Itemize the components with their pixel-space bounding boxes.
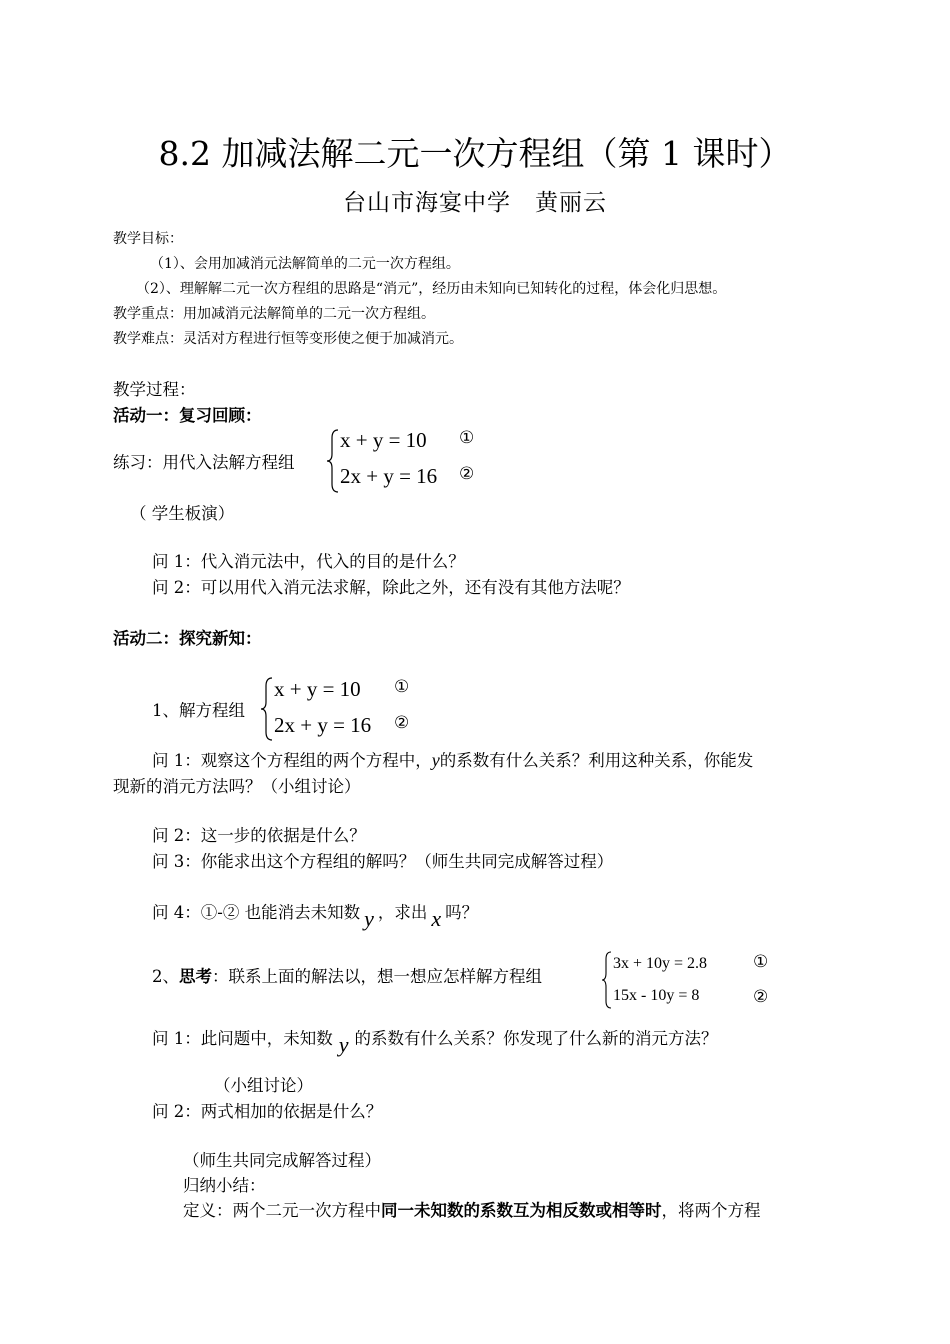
activity2-heading: 活动二：探究新知： — [113, 629, 262, 648]
system1-eq1: x + y = 10 — [340, 428, 427, 452]
system2-eq2: 2x + y = 16 — [274, 713, 372, 737]
objective-item-1: （1）、会用加减消元法解简单的二元一次方程组。 — [150, 256, 460, 272]
var-x: x — [431, 906, 442, 931]
system3-eq1: 3x + 10y = 2.8 — [613, 955, 708, 972]
left-brace — [326, 428, 340, 494]
activity2-question-3: 问 3：你能求出这个方程组的解吗？（师生共同完成解答过程） — [152, 852, 614, 871]
var-y: y — [338, 1032, 349, 1057]
problem2-line: 2、思考：联系上面的解法以，想一想应怎样解方程组 — [152, 967, 542, 986]
system1-eq2: 2x + y = 16 — [340, 464, 438, 488]
activity2-question-1: 问 1：观察这个方程组的两个方程中，y的系数有什么关系？利用这种关系，你能发 — [152, 750, 754, 770]
activity2-question-2: 问 2：这一步的依据是什么？ — [152, 826, 366, 845]
process-heading: 教学过程： — [113, 380, 196, 399]
together-note: （师生共同完成解答过程） — [183, 1151, 381, 1170]
mark-circle-2: ② — [753, 987, 769, 1007]
mark-circle-1: ① — [753, 952, 769, 972]
summary-heading: 归纳小结： — [183, 1176, 266, 1195]
key-point: 教学重点：用加减消元法解简单的二元一次方程组。 — [113, 306, 435, 322]
objective-item-2: （2）、理解解二元一次方程组的思路是“消元”，经历由未知向已知转化的过程，体会化归思想。 — [136, 281, 727, 297]
board-note: （ 学生板演） — [130, 504, 235, 523]
definition-line: 定义：两个二元一次方程中同一未知数的系数互为相反数或相等时，将两个方程 — [183, 1201, 761, 1220]
author-line: 台山市海宴中学 黄丽云 — [343, 190, 607, 216]
difficulty: 教学难点：灵活对方程进行恒等变形使之便于加减消元。 — [113, 331, 463, 347]
group-discussion-note: （小组讨论） — [214, 1076, 313, 1095]
system3-eq2: 15x - 10y = 8 — [613, 987, 700, 1004]
mark-circle-1: ① — [459, 428, 475, 448]
activity2-question-4: 问 4：①-② 也能消去未知数 y ，求出 x 吗？ — [152, 903, 479, 931]
system2-eq1: x + y = 10 — [274, 677, 361, 701]
activity1-question-2: 问 2：可以用代入消元法求解，除此之外，还有没有其他方法呢？ — [152, 578, 630, 597]
var-y: y — [431, 750, 440, 770]
activity1-heading: 活动一：复习回顾： — [113, 406, 262, 425]
var-y: y — [364, 906, 374, 931]
page-title: 8.2 加减法解二元一次方程组（第 1 课时） — [158, 134, 792, 173]
activity2-question-1-cont: 现新的消元方法吗？（小组讨论） — [113, 777, 361, 796]
left-brace — [260, 676, 274, 742]
mark-circle-2: ② — [394, 713, 410, 733]
objectives-heading: 教学目标： — [113, 231, 183, 247]
mark-circle-1: ① — [394, 677, 410, 697]
problem2-question-2: 问 2：两式相加的依据是什么？ — [152, 1102, 383, 1121]
left-brace — [601, 950, 613, 1010]
problem1-label: 1、解方程组 — [152, 701, 245, 720]
mark-circle-2: ② — [459, 464, 475, 484]
problem2-question-1: 问 1：此问题中，未知数 y 的系数有什么关系？你发现了什么新的消元方法？ — [152, 1029, 718, 1057]
exercise-label: 练习：用代入法解方程组 — [113, 453, 295, 472]
activity1-question-1: 问 1：代入消元法中，代入的目的是什么？ — [152, 552, 465, 571]
